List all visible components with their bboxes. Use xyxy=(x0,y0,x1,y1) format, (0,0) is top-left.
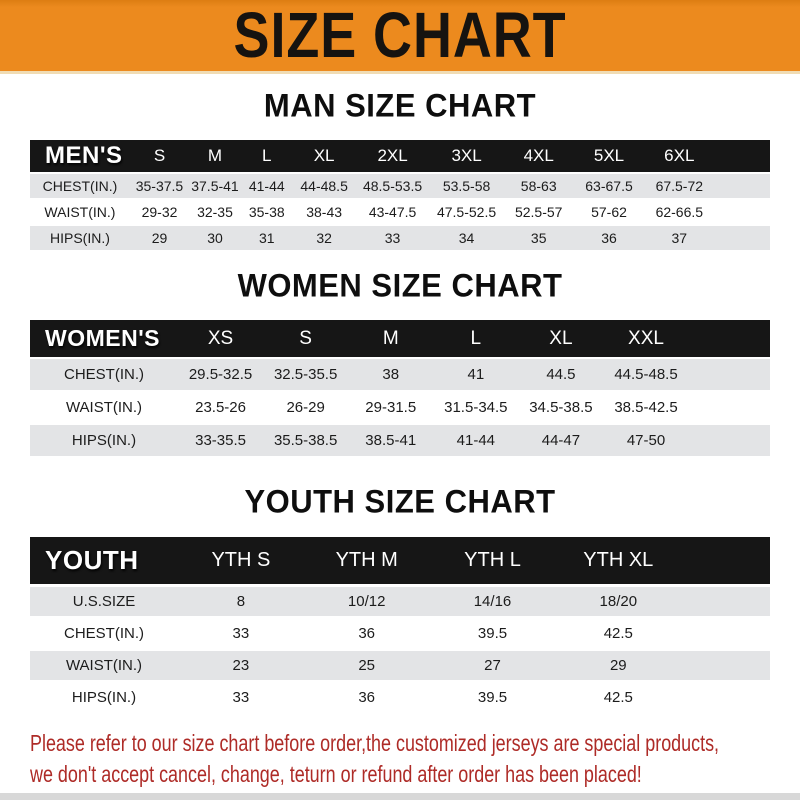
cell: 37.5-41 xyxy=(189,174,241,198)
youth-size-table xyxy=(30,534,770,715)
cell: 63-67.5 xyxy=(574,174,644,198)
cell: 38.5-42.5 xyxy=(603,392,688,423)
cell: 36 xyxy=(574,226,644,250)
cell: 31 xyxy=(241,226,293,250)
cell: 29-32 xyxy=(130,200,189,224)
women-hips-row xyxy=(30,425,770,456)
cell: 32-35 xyxy=(189,200,241,224)
cell: 39.5 xyxy=(430,619,556,648)
cell: 58-63 xyxy=(504,174,574,198)
cell: 29 xyxy=(555,651,681,680)
cell: 34.5-38.5 xyxy=(518,392,603,423)
women-corner-label: WOMEN'S xyxy=(30,320,178,357)
men-size-header: XL xyxy=(293,140,356,172)
row-label: CHEST(IN.) xyxy=(30,174,130,198)
spacer-cell xyxy=(714,174,770,198)
cell: 33 xyxy=(178,683,304,712)
cell: 42.5 xyxy=(555,683,681,712)
cell: 31.5-34.5 xyxy=(433,392,518,423)
youth-size-header: YTH M xyxy=(304,537,430,584)
cell: 32.5-35.5 xyxy=(263,359,348,390)
women-chest-row xyxy=(30,359,770,390)
cell: 44-48.5 xyxy=(293,174,356,198)
cell: 33 xyxy=(178,619,304,648)
cell: 43-47.5 xyxy=(356,200,430,224)
men-size-header: M xyxy=(189,140,241,172)
women-size-header: XXL xyxy=(603,320,688,357)
cell: 33-35.5 xyxy=(178,425,263,456)
cell: 25 xyxy=(304,651,430,680)
spacer-cell xyxy=(689,392,770,423)
men-waist-row xyxy=(30,200,770,224)
youth-waist-row xyxy=(30,651,770,680)
women-size-header: S xyxy=(263,320,348,357)
youth-section-heading: YOUTH SIZE CHART xyxy=(244,483,556,520)
row-label: HIPS(IN.) xyxy=(30,425,178,456)
women-size-header: XL xyxy=(518,320,603,357)
cell: 48.5-53.5 xyxy=(356,174,430,198)
spacer-cell xyxy=(681,683,770,712)
cell: 57-62 xyxy=(574,200,644,224)
women-section-heading: WOMEN SIZE CHART xyxy=(237,267,563,304)
row-label: U.S.SIZE xyxy=(30,587,178,616)
bottom-gray-strip xyxy=(0,793,800,800)
men-chest-row xyxy=(30,174,770,198)
spacer-cell xyxy=(681,651,770,680)
women-size-header: M xyxy=(348,320,433,357)
spacer-cell xyxy=(714,140,770,172)
cell: 47.5-52.5 xyxy=(430,200,504,224)
row-label: WAIST(IN.) xyxy=(30,651,178,680)
cell: 34 xyxy=(430,226,504,250)
cell: 38.5-41 xyxy=(348,425,433,456)
cell: 38 xyxy=(348,359,433,390)
row-label: CHEST(IN.) xyxy=(30,359,178,390)
row-label: HIPS(IN.) xyxy=(30,226,130,250)
men-corner-label: MEN'S xyxy=(30,140,130,172)
men-size-header: 5XL xyxy=(574,140,644,172)
cell: 52.5-57 xyxy=(504,200,574,224)
spacer-cell xyxy=(714,226,770,250)
cell: 44.5-48.5 xyxy=(603,359,688,390)
youth-size-header: YTH L xyxy=(430,537,556,584)
row-label: HIPS(IN.) xyxy=(30,683,178,712)
cell: 44-47 xyxy=(518,425,603,456)
cell: 41-44 xyxy=(433,425,518,456)
cell: 29-31.5 xyxy=(348,392,433,423)
youth-size-header: YTH XL xyxy=(555,537,681,584)
cell: 62-66.5 xyxy=(644,200,714,224)
disclaimer-line-1: Please refer to our size chart before order,the customized jerseys are special products, xyxy=(30,730,720,756)
cell: 27 xyxy=(430,651,556,680)
cell: 29.5-32.5 xyxy=(178,359,263,390)
spacer-cell xyxy=(689,359,770,390)
youth-corner-label: YOUTH xyxy=(30,537,178,584)
men-size-header: 4XL xyxy=(504,140,574,172)
cell: 26-29 xyxy=(263,392,348,423)
cell: 30 xyxy=(189,226,241,250)
youth-chest-row xyxy=(30,619,770,648)
man-section-heading: MAN SIZE CHART xyxy=(263,87,537,124)
cell: 37 xyxy=(644,226,714,250)
cell: 35-37.5 xyxy=(130,174,189,198)
cell: 41 xyxy=(433,359,518,390)
cell: 53.5-58 xyxy=(430,174,504,198)
spacer-cell xyxy=(689,320,770,357)
row-label: WAIST(IN.) xyxy=(30,392,178,423)
men-hips-row xyxy=(30,226,770,250)
disclaimer-note xyxy=(30,728,800,790)
cell: 23 xyxy=(178,651,304,680)
women-size-header: XS xyxy=(178,320,263,357)
women-header-row xyxy=(30,320,770,357)
cell: 14/16 xyxy=(430,587,556,616)
cell: 47-50 xyxy=(603,425,688,456)
men-header-row xyxy=(30,140,770,172)
row-label: WAIST(IN.) xyxy=(30,200,130,224)
cell: 67.5-72 xyxy=(644,174,714,198)
men-size-table xyxy=(30,138,770,252)
men-size-header: S xyxy=(130,140,189,172)
cell: 38-43 xyxy=(293,200,356,224)
men-size-header: 6XL xyxy=(644,140,714,172)
spacer-cell xyxy=(681,619,770,648)
men-size-header: 2XL xyxy=(356,140,430,172)
youth-hips-row xyxy=(30,683,770,712)
women-waist-row xyxy=(30,392,770,423)
women-size-header: L xyxy=(433,320,518,357)
cell: 23.5-26 xyxy=(178,392,263,423)
cell: 36 xyxy=(304,683,430,712)
banner-title: SIZE CHART xyxy=(233,0,567,72)
cell: 41-44 xyxy=(241,174,293,198)
cell: 33 xyxy=(356,226,430,250)
youth-header-row xyxy=(30,537,770,584)
men-size-header: L xyxy=(241,140,293,172)
cell: 42.5 xyxy=(555,619,681,648)
cell: 35.5-38.5 xyxy=(263,425,348,456)
cell: 8 xyxy=(178,587,304,616)
spacer-cell xyxy=(681,587,770,616)
women-size-table xyxy=(30,318,770,458)
cell: 35-38 xyxy=(241,200,293,224)
spacer-cell xyxy=(681,537,770,584)
youth-size-header: YTH S xyxy=(178,537,304,584)
disclaimer-line-2: we don't accept cancel, change, teturn or refund after order has been placed! xyxy=(30,761,642,787)
cell: 44.5 xyxy=(518,359,603,390)
men-size-header: 3XL xyxy=(430,140,504,172)
cell: 18/20 xyxy=(555,587,681,616)
cell: 29 xyxy=(130,226,189,250)
cell: 10/12 xyxy=(304,587,430,616)
cell: 35 xyxy=(504,226,574,250)
size-chart-banner xyxy=(0,0,800,74)
spacer-cell xyxy=(689,425,770,456)
row-label: CHEST(IN.) xyxy=(30,619,178,648)
youth-ussize-row xyxy=(30,587,770,616)
spacer-cell xyxy=(714,200,770,224)
cell: 32 xyxy=(293,226,356,250)
cell: 36 xyxy=(304,619,430,648)
cell: 39.5 xyxy=(430,683,556,712)
